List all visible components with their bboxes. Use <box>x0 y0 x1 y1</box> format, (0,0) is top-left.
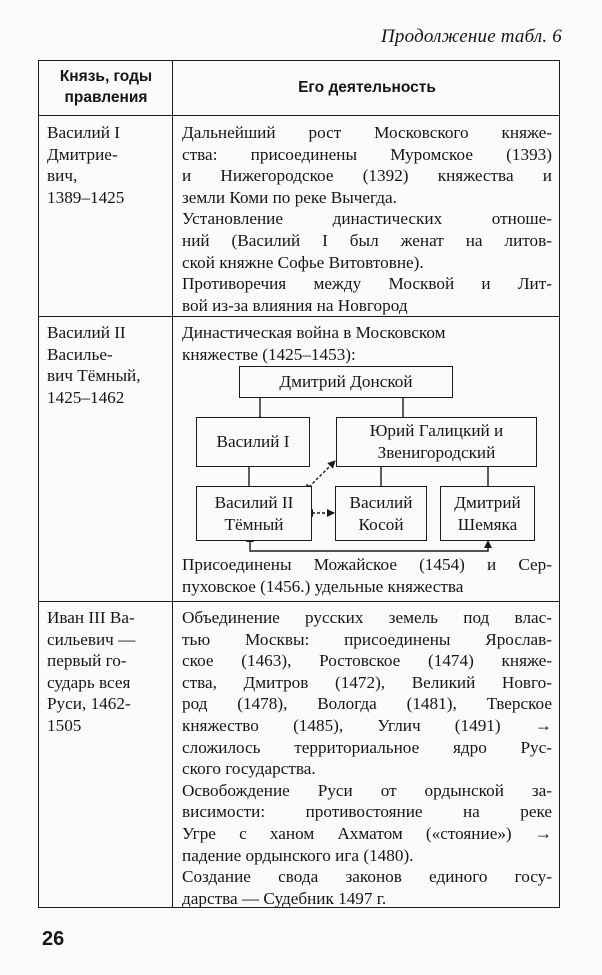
prince-line: вич, <box>47 166 78 186</box>
node-line: Юрий Галицкий и <box>369 421 504 441</box>
header-prince-line: Князь, годы <box>59 68 153 85</box>
activity-line: сложилось территориальное ядро Рус- <box>182 737 552 757</box>
activity-line: Объединение русских земель под влас- <box>182 608 552 627</box>
prince-line: сударь всея <box>47 672 131 692</box>
activity-line: Освобождение Руси от ордынской за- <box>182 780 552 800</box>
rulers-table <box>38 60 560 908</box>
prince-line: Васильe- <box>47 344 113 364</box>
activity-line: Дальнейший рост Московского княже- <box>182 123 552 142</box>
prince-line: 1425–1462 <box>47 387 125 407</box>
activity-line: тью Москвы: присоединены Ярослав- <box>182 629 552 649</box>
activity-line: ского государства. <box>182 759 316 779</box>
activity-line: Династическая война в Московском <box>182 323 446 342</box>
node-line: Василий II <box>214 492 294 512</box>
row3-prince <box>47 607 169 737</box>
activity-line: ний (Василий I был женат на литов- <box>182 230 552 250</box>
prince-line: Руси, 1462- <box>47 694 131 714</box>
page-number: 26 <box>42 928 65 950</box>
activity-line: падение ордынского ига (1480). <box>182 845 414 865</box>
node-line: Тёмный <box>224 514 284 534</box>
activity-line: ства: присоединены Муромское (1393) <box>182 144 552 164</box>
activity-line: ское (1463), Ростовское (1474) княже- <box>182 651 552 671</box>
activity-line: княжество (1485), Углич (1491) → <box>182 715 552 735</box>
prince-line: Василий II <box>47 323 126 342</box>
header-activity: Его деятельность <box>298 79 436 96</box>
activity-line: земли Коми по реке Вычегда. <box>182 187 397 207</box>
activity-line: висимости: противостояние на реке <box>182 802 552 822</box>
node-yury-galitsky <box>336 417 537 467</box>
prince-line: первый го- <box>47 651 127 671</box>
activity-line: ской княжне Софье Витовтовне). <box>182 252 424 272</box>
activity-line: Угре с ханом Ахматом («стояние») → <box>182 823 552 843</box>
node-vasily-kosoy <box>335 486 427 541</box>
node-dmitry-donskoy: Дмитрий Донской <box>239 366 453 398</box>
prince-line: вич Тёмный, <box>47 366 141 386</box>
header-prince-line: правления <box>64 89 148 106</box>
row3-activity <box>182 607 552 909</box>
table-continuation-caption: Продолжение табл. 6 <box>381 26 562 47</box>
prince-line: 1505 <box>47 715 82 735</box>
node-line: Дмитрий <box>454 492 521 512</box>
prince-line: Дмитрие- <box>47 144 118 164</box>
node-line: Шемяка <box>457 514 518 534</box>
activity-line: пуховское (1456.) удельные княжества <box>182 576 464 596</box>
prince-line: Василий I <box>47 123 120 142</box>
node-vasily-2-dark <box>196 486 312 541</box>
node-line: Косой <box>358 514 404 534</box>
conflict-arrow-vasily2-shemyaka <box>250 541 488 551</box>
node-dmitry-shemyaka <box>440 486 535 541</box>
node-line: Василий <box>349 492 413 512</box>
activity-line: Присоединены Можайское (1454) и Сер- <box>182 555 552 574</box>
activity-line: род (1478), Вологда (1481), Тверское <box>182 694 552 714</box>
activity-line: княжестве (1425–1453): <box>182 344 356 364</box>
prince-line: сильевич — <box>47 629 136 649</box>
activity-line: Установление династических отноше- <box>182 209 552 229</box>
node-vasily-1: Василий I <box>196 417 310 467</box>
prince-line: 1389–1425 <box>47 187 125 207</box>
activity-line: Противоречия между Москвой и Лит- <box>182 274 552 294</box>
activity-line: вой из-за влияния на Новгород <box>182 295 408 315</box>
activity-line: и Нижегородское (1392) княжества и <box>182 166 552 186</box>
conflict-arrow-vasily2-yury <box>309 461 335 487</box>
connector-dmitry-vasily1 <box>259 397 260 417</box>
activity-line: дарства — Судебник 1497 г. <box>182 888 387 908</box>
activity-line: Создание свода законов единого госу- <box>182 867 552 887</box>
row2-activity-outro <box>182 554 552 597</box>
prince-line: Иван III Ва- <box>47 608 135 627</box>
node-line: Звенигородский <box>377 443 496 462</box>
activity-line: ства, Дмитров (1472), Великий Новго- <box>182 672 552 692</box>
